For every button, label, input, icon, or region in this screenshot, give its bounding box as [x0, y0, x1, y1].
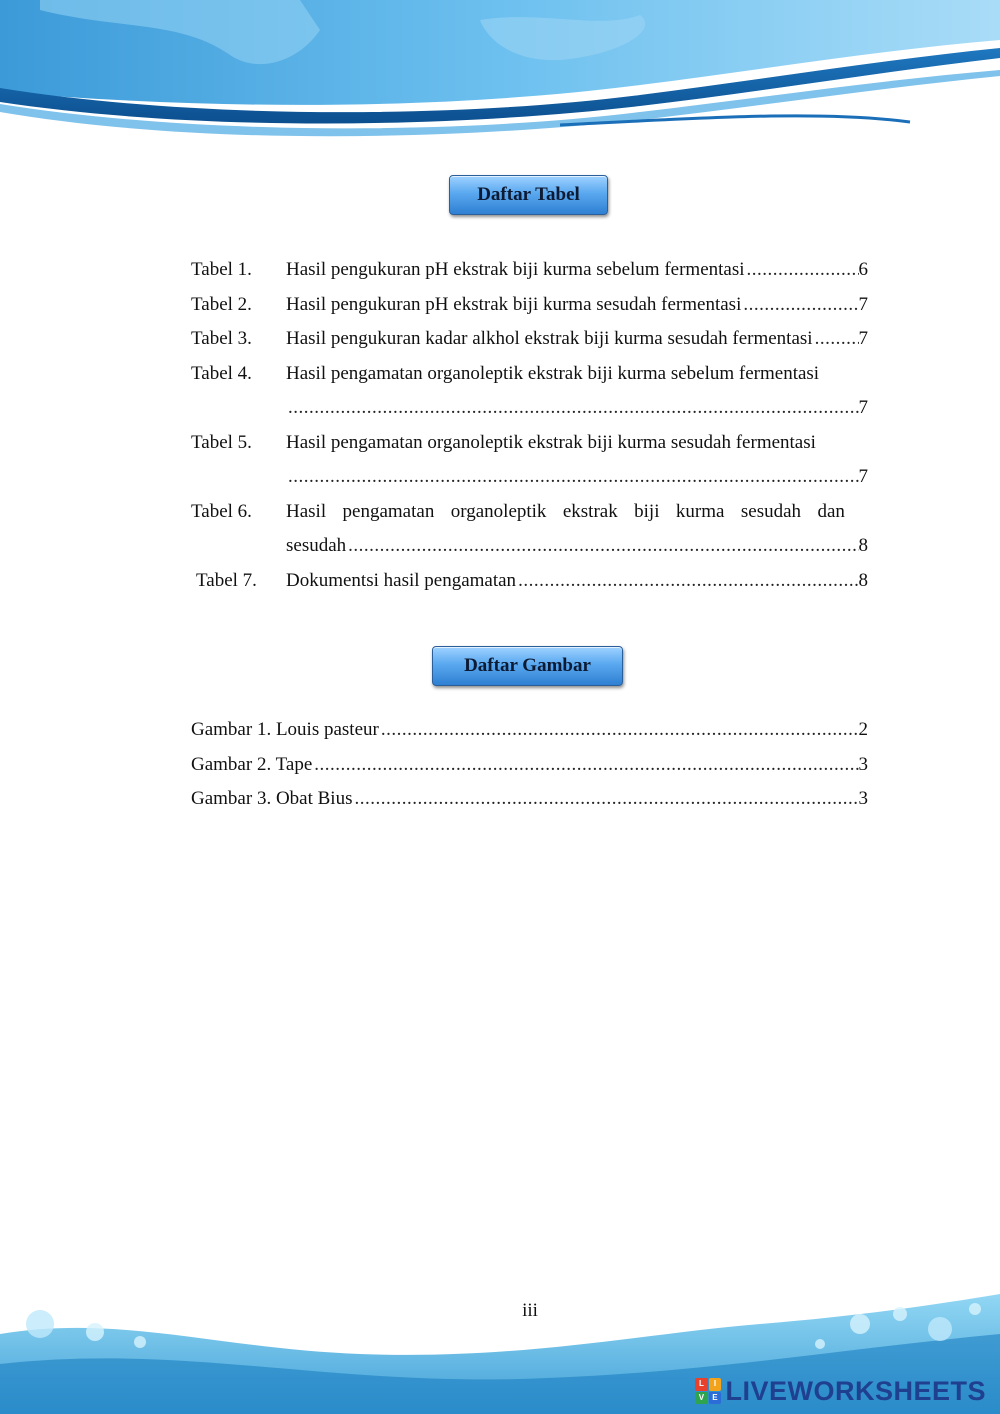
- table-entry-page: 8: [858, 535, 868, 557]
- table-entry-title: Hasil pengukuran pH ekstrak biji kurma sesudah fermentasi: [286, 293, 742, 315]
- brand-name: LIVEWORKSHEETS: [725, 1375, 986, 1406]
- figure-entry-title: Gambar 1. Louis pasteur: [191, 719, 379, 741]
- figure-entry-2[interactable]: [191, 748, 868, 783]
- dot-leader: [352, 788, 858, 810]
- dot-leader: [741, 294, 858, 316]
- table-entry-page: 7: [858, 397, 868, 419]
- table-entry-page: 6: [858, 259, 868, 281]
- tables-heading: Daftar Tabel: [449, 175, 608, 215]
- table-entry-1[interactable]: [191, 253, 868, 288]
- figure-entry-title: Gambar 2. Tape: [191, 753, 313, 775]
- liveworksheets-brand[interactable]: [695, 1376, 986, 1406]
- table-entry-4[interactable]: [191, 357, 868, 426]
- dot-leader: [379, 719, 859, 741]
- table-entry-6[interactable]: [191, 495, 868, 564]
- table-entry-label: Tabel 7.: [196, 569, 257, 591]
- table-entry-page: 7: [858, 466, 868, 488]
- table-entry-title: Hasil pengamatan organoleptik ekstrak biji kurma sebelum fermentasi: [286, 362, 820, 384]
- table-entry-page: 8: [858, 569, 868, 591]
- figure-entry-3[interactable]: [191, 782, 868, 817]
- figure-list: [191, 713, 868, 817]
- dot-leader: [312, 754, 858, 776]
- dot-leader: [516, 570, 858, 592]
- table-entry-title: Hasil pengukuran kadar alkhol ekstrak biji kurma sesudah fermentasi: [286, 328, 813, 350]
- table-entry-title: Hasil pengamatan organoleptik ekstrak biji kurma sesudah fermentasi: [286, 431, 816, 453]
- dot-leader: [286, 397, 859, 419]
- figure-entry-1[interactable]: [191, 713, 868, 748]
- table-entry-page: 7: [858, 293, 868, 315]
- table-entry-3[interactable]: [191, 322, 868, 357]
- figure-entry-page: 2: [858, 719, 868, 741]
- table-entry-label: Tabel 1.: [191, 259, 252, 281]
- dot-leader: [286, 466, 859, 488]
- dot-leader: [813, 328, 859, 350]
- table-entry-7[interactable]: [191, 564, 868, 599]
- header-wave-decoration: [0, 0, 1000, 150]
- figures-heading: Daftar Gambar: [432, 646, 623, 686]
- page-number: iii: [522, 1300, 538, 1321]
- table-entry-label: Tabel 6.: [191, 500, 252, 522]
- table-list: [191, 253, 868, 598]
- table-entry-label: Tabel 2.: [191, 293, 252, 315]
- table-entry-page: 7: [858, 328, 868, 350]
- table-entry-label: Tabel 3.: [191, 328, 252, 350]
- dot-leader: [346, 535, 858, 557]
- table-entry-title: Hasil pengamatan organoleptik ekstrak biji kurma sesudah dan: [286, 500, 845, 522]
- table-entry-title: Dokumentsi hasil pengamatan: [286, 569, 517, 591]
- figure-entry-title: Gambar 3. Obat Bius: [191, 788, 353, 810]
- figure-entry-page: 3: [858, 788, 868, 810]
- table-entry-label: Tabel 5.: [191, 431, 252, 453]
- table-entry-label: Tabel 4.: [191, 362, 252, 384]
- table-entry-title-continued: sesudah: [286, 535, 347, 557]
- liveworksheets-logo-icon: L I V E: [695, 1378, 721, 1404]
- table-entry-2[interactable]: [191, 288, 868, 323]
- figure-entry-page: 3: [858, 753, 868, 775]
- table-entry-title: Hasil pengukuran pH ekstrak biji kurma sebelum fermentasi: [286, 259, 745, 281]
- dot-leader: [745, 259, 859, 281]
- table-entry-5[interactable]: [191, 426, 868, 495]
